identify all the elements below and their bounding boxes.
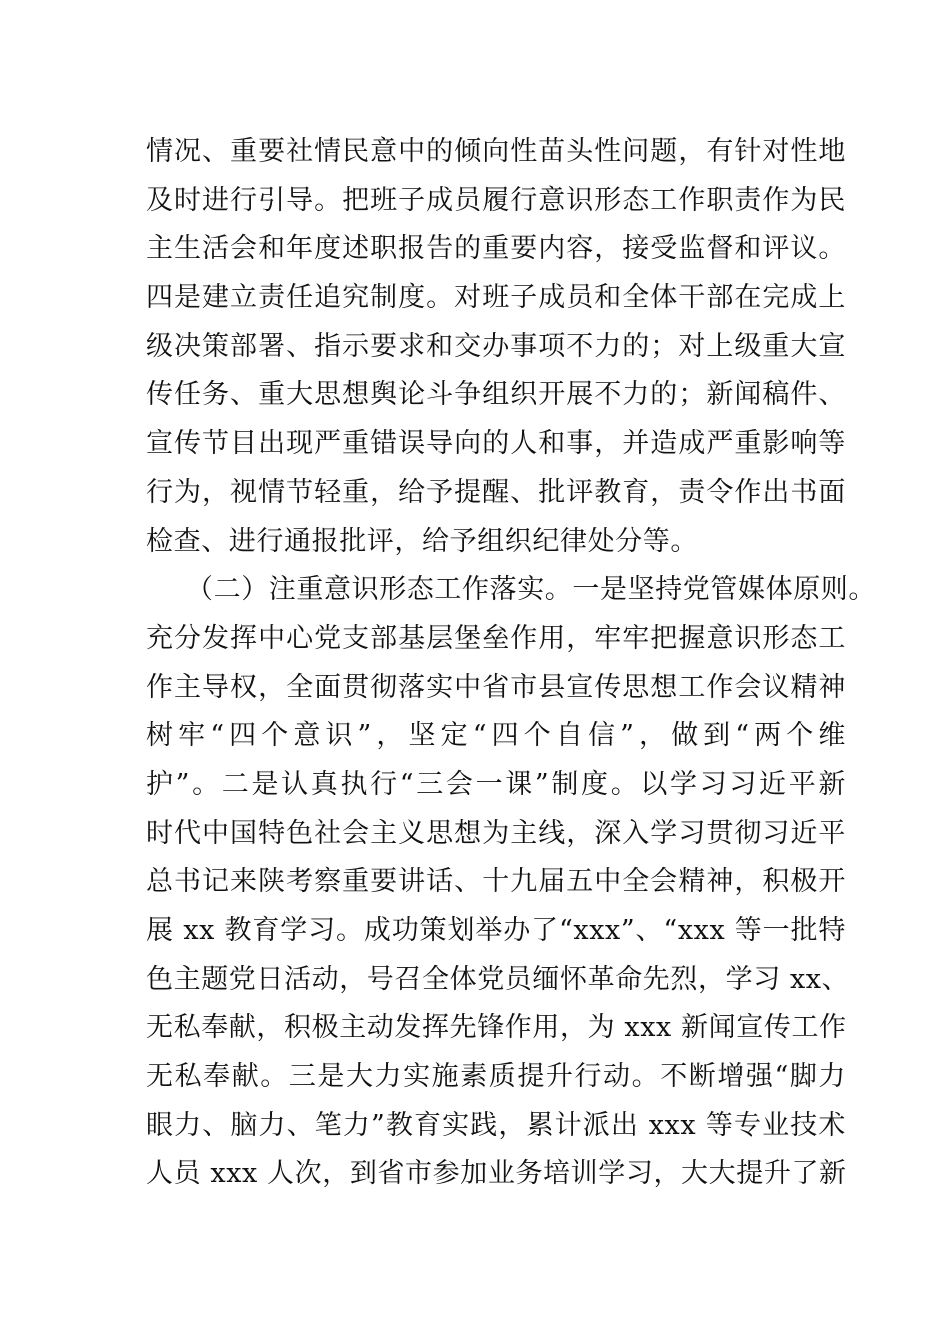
text-line: 宣传节目出现严重错误导向的人和事，并造成严重影响等 — [146, 428, 846, 460]
text-line: 人员 xxx 人次，到省市参加业务培训学习，大大提升了新 — [146, 1158, 847, 1190]
text-line: 眼力、脑力、笔力”教育实践，累计派出 xxx 等专业技术 — [146, 1109, 846, 1141]
text-line: 时代中国特色社会主义思想为主线，深入学习贯彻习近平 — [146, 817, 846, 849]
text-line: 无私奉献，积极主动发挥先锋作用，为 xxx 新闻宣传工作 — [146, 1012, 847, 1044]
text-line: 级决策部署、指示要求和交办事项不力的；对上级重大宣 — [146, 330, 846, 362]
text-line: 检查、进行通报批评，给予组织纪律处分等。 — [146, 525, 698, 557]
text-line: 行为，视情节轻重，给予提醒、批评教育，责令作出书面 — [146, 476, 846, 508]
body-text — [146, 128, 876, 1199]
text-line: 及时进行引导。把班子成员履行意识形态工作职责作为民 — [146, 184, 846, 216]
text-line: 作主导权，全面贯彻落实中省市县宣传思想工作会议精神 — [146, 671, 846, 703]
text-line: 传任务、重大思想舆论斗争组织开展不力的；新闻稿件、 — [146, 379, 846, 411]
text-line: 情况、重要社情民意中的倾向性苗头性问题，有针对性地 — [146, 136, 846, 167]
text-line: 展 xx 教育学习。成功策划举办了“xxx”、“xxx 等一批特 — [146, 915, 846, 946]
text-line: 无私奉献。三是大力实施素质提升行动。不断增强“脚力 — [146, 1061, 846, 1093]
text-line: 主生活会和年度述职报告的重要内容，接受监督和评议。 — [146, 233, 846, 265]
paragraph-heading-line: （二）注重意识形态工作落实。一是坚持党管媒体原则。 — [186, 574, 876, 606]
text-line: 充分发挥中心党支部基层堡垒作用，牢牢把握意识形态工 — [146, 622, 846, 654]
text-line: 树牢“四个意识”，坚定“四个自信”，做到“两个维 — [146, 720, 846, 752]
text-line: 护”。二是认真执行“三会一课”制度。以学习习近平新 — [146, 768, 846, 800]
text-line: 色主题党日活动，号召全体党员缅怀革命先烈，学习 xx、 — [146, 963, 850, 995]
text-line: 总书记来陕考察重要讲话、十九届五中全会精神，积极开 — [146, 866, 846, 898]
text-line: 四是建立责任追究制度。对班子成员和全体干部在完成上 — [146, 282, 846, 314]
